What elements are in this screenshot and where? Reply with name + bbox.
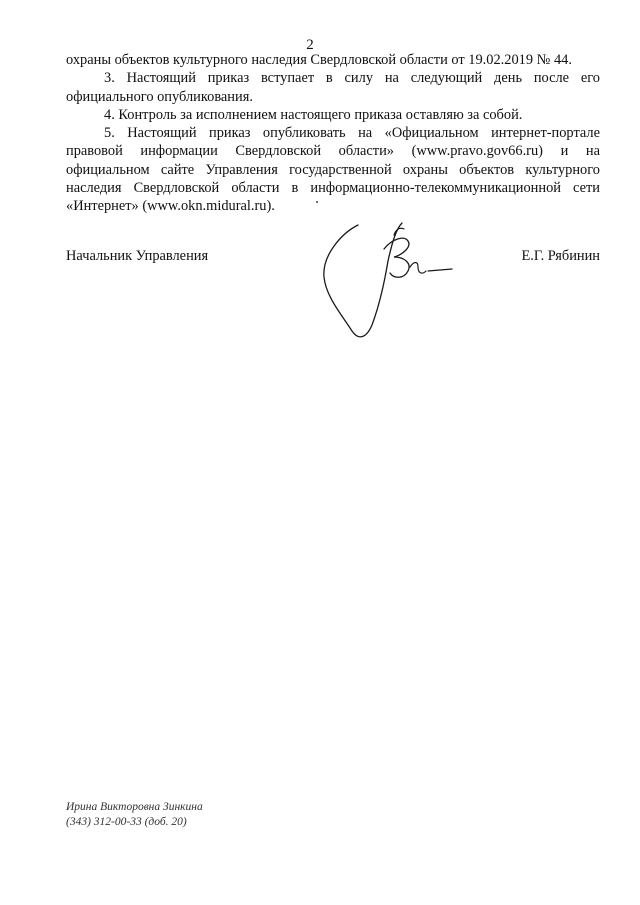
contact-block xyxy=(66,800,203,830)
document-body xyxy=(66,51,600,216)
handwritten-signature xyxy=(312,205,462,345)
ink-dot xyxy=(316,201,318,203)
contact-phone: (343) 312-00-33 (доб. 20) xyxy=(66,816,187,828)
page-number: 2 xyxy=(306,37,314,53)
paragraph-item-3: 3. Настоящий приказ вступает в силу на следующий день после его официального опубликования. xyxy=(66,70,600,105)
paragraph-continuation: охраны объектов культурного наследия Свердловской области от 19.02.2019 № 44. xyxy=(66,52,572,68)
signatory-name: Е.Г. Рябинин xyxy=(521,248,600,264)
contact-person: Ирина Викторовна Зинкина xyxy=(66,801,203,813)
signatory-position: Начальник Управления xyxy=(66,248,209,264)
paragraph-item-4: 4. Контроль за исполнением настоящего приказа оставляю за собой. xyxy=(104,106,523,123)
paragraph-item-5: 5. Настоящий приказ опубликовать на «Официальном интернет-портале правовой информации Свердловской области» (www.pravo.gov66.ru) и на официальном сайте Управления государственной охраны объектов культурного наследия Свердловской области в информационно-телекоммуникационной сети «Интернет» (www.okn.midural.ru). xyxy=(66,125,600,215)
